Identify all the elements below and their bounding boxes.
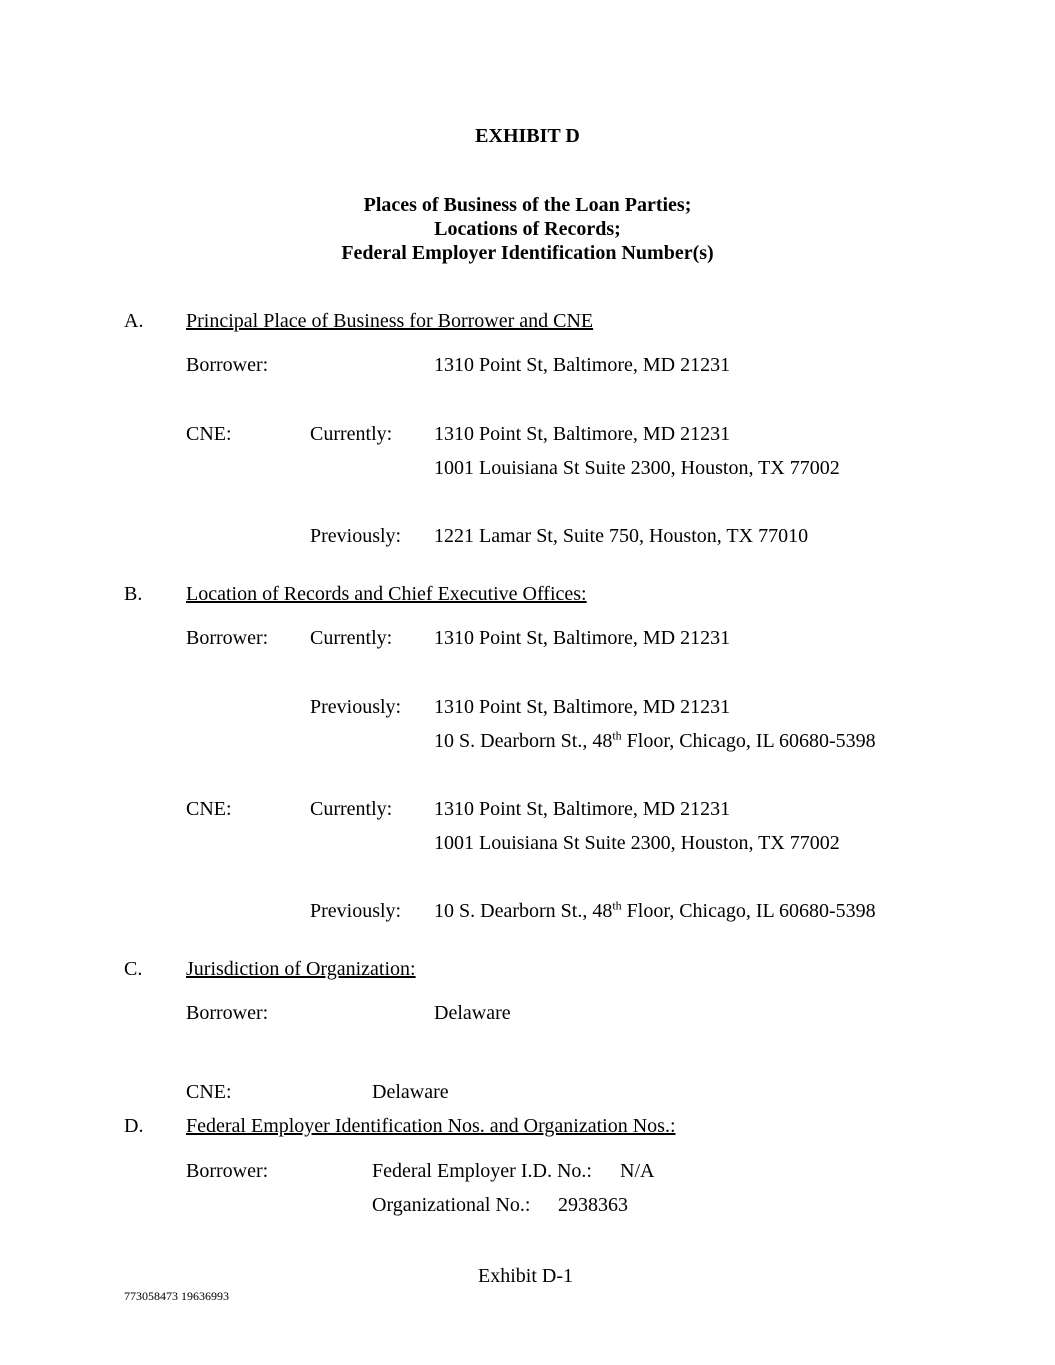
- footer-page-label: Exhibit D-1: [478, 1265, 573, 1287]
- section-a-cne-previous: 1221 Lamar St, Suite 750, Houston, TX 77010: [434, 525, 809, 547]
- exhibit-title: EXHIBIT D: [475, 125, 580, 147]
- section-a-borrower-label: Borrower:: [186, 354, 269, 376]
- subtitle-line-3: Federal Employer Identification Number(s): [341, 242, 714, 264]
- section-c-borrower-value: Delaware: [434, 1002, 511, 1024]
- section-d-letter: D.: [124, 1115, 144, 1137]
- section-b-borrower-previous-1: 1310 Point St, Baltimore, MD 21231: [434, 696, 731, 718]
- section-b-cne-previously-label: Previously:: [310, 900, 402, 922]
- section-b-cne-label: CNE:: [186, 798, 232, 820]
- subtitle-line-1: Places of Business of the Loan Parties;: [363, 194, 692, 216]
- section-a-cne-label: CNE:: [186, 423, 232, 445]
- section-c-letter: C.: [124, 958, 143, 980]
- section-d-heading: Federal Employer Identification Nos. and Organization Nos.:: [186, 1115, 676, 1137]
- section-c-cne-label: CNE:: [186, 1081, 232, 1103]
- section-d-borrower-label: Borrower:: [186, 1160, 269, 1182]
- section-d-org-value: 2938363: [558, 1194, 628, 1216]
- section-c-borrower-label: Borrower:: [186, 1002, 269, 1024]
- section-b-heading: Location of Records and Chief Executive Offices:: [186, 583, 587, 605]
- section-a-borrower-address: 1310 Point St, Baltimore, MD 21231: [434, 354, 731, 376]
- section-b-cne-current-1: 1310 Point St, Baltimore, MD 21231: [434, 798, 731, 820]
- section-c-heading: Jurisdiction of Organization:: [186, 958, 416, 980]
- section-b-borrower-previously-label: Previously:: [310, 696, 402, 718]
- section-b-borrower-currently-label: Currently:: [310, 627, 393, 649]
- section-b-borrower-current: 1310 Point St, Baltimore, MD 21231: [434, 627, 731, 649]
- section-a-cne-current-1: 1310 Point St, Baltimore, MD 21231: [434, 423, 731, 445]
- footer-doc-id: 773058473 19636993: [124, 1289, 229, 1303]
- section-b-cne-currently-label: Currently:: [310, 798, 393, 820]
- section-c-cne-value: Delaware: [372, 1081, 449, 1103]
- section-b-cne-current-2: 1001 Louisiana St Suite 2300, Houston, TX 77002: [434, 832, 840, 854]
- section-b-borrower-label: Borrower:: [186, 627, 269, 649]
- section-a-cne-current-2: 1001 Louisiana St Suite 2300, Houston, TX 77002: [434, 457, 840, 479]
- section-a-heading: Principal Place of Business for Borrower and CNE: [186, 310, 594, 332]
- section-a-previously-label: Previously:: [310, 525, 402, 547]
- section-b-borrower-previous-2: 10 S. Dearborn St., 48th Floor, Chicago, IL 60680-5398: [434, 728, 876, 752]
- section-d-fein-value: N/A: [620, 1160, 655, 1182]
- section-b-letter: B.: [124, 583, 143, 605]
- section-a-letter: A.: [124, 310, 144, 332]
- section-a-currently-label: Currently:: [310, 423, 393, 445]
- section-d-org-label: Organizational No.:: [372, 1194, 531, 1216]
- subtitle-line-2: Locations of Records;: [434, 218, 621, 240]
- section-d-fein-label: Federal Employer I.D. No.:: [372, 1160, 592, 1182]
- section-b-cne-previous: 10 S. Dearborn St., 48th Floor, Chicago, IL 60680-5398: [434, 898, 876, 922]
